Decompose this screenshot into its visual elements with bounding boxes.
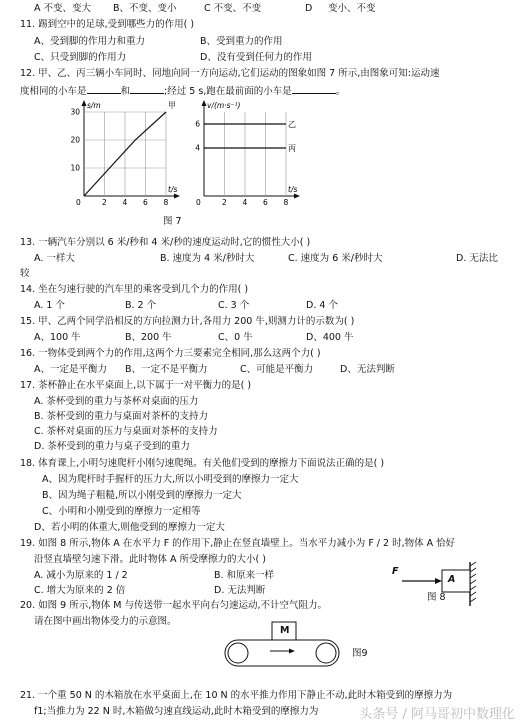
figure-8-diagram xyxy=(388,560,506,608)
q13-option-b: B. 速度为 4 米/秒时大 xyxy=(160,253,255,264)
q14-stem: 14. 坐在匀速行驶的汽车里的乘客受到几个力的作用( ) xyxy=(20,284,249,295)
x-tick-label: 6 xyxy=(143,198,148,207)
series-label: 甲 xyxy=(168,101,176,110)
x-tick-label: 8 xyxy=(283,198,289,207)
x-tick-label: 4 xyxy=(242,198,248,207)
y-tick-label: 4 xyxy=(195,143,200,153)
y-axis-label: v/(m·s⁻¹) xyxy=(207,101,241,110)
q18-option-d: D、若小明的体重大,则他受到的摩擦力一定大 xyxy=(34,522,225,533)
q19-line1: 19. 如图 8 所示,物体 A 在水平力 F 的作用下,静止在竖直墙壁上。当水平力减小为 F / 2 时,物体 A 恰好 xyxy=(20,538,456,549)
figure-7-chart-s-t xyxy=(60,98,190,216)
q12-blank-3 xyxy=(292,84,336,94)
q10-option-c: C 不变、不变 xyxy=(204,3,262,14)
q11-option-a: A、受到脚的作用力和重力 xyxy=(34,36,145,47)
q19-option-c: C. 增大为原来的 2 倍 xyxy=(34,585,126,596)
x-tick-label: 2 xyxy=(102,198,107,207)
q12-line2-part2: 和 xyxy=(120,86,131,97)
y-tick-label: 20 xyxy=(70,135,80,145)
figure-9-caption: 图9 xyxy=(352,648,368,659)
origin-label: 0 xyxy=(76,198,81,207)
x-tick-label: 8 xyxy=(163,198,169,207)
watermark: 头条号 / 阿马哥初中数理化 xyxy=(359,707,515,722)
q21-line1: 21. 一个重 50 N 的木箱放在水平桌面上,在 10 N 的水平推力作用下静止不动,此时木箱受到的摩擦力为 xyxy=(20,690,453,701)
y-axis-arrow xyxy=(82,100,87,106)
q15-option-d: D、400 牛 xyxy=(306,332,354,343)
x-axis-label: t/s xyxy=(168,185,178,194)
q18-option-c: C、小明和小刚受到的摩擦力一定相等 xyxy=(42,506,201,517)
q12-line2-part1: 度相同的小车是 xyxy=(20,86,87,97)
q18-option-a: A、因为爬杆时手握杆的压力大,所以小明受到的摩擦力一定大 xyxy=(42,474,299,485)
figure-7-chart-v-t xyxy=(180,98,310,216)
y-axis-arrow xyxy=(202,100,207,106)
q13-continuation: 较 xyxy=(20,268,30,279)
q14-option-a: A. 1 个 xyxy=(34,300,65,311)
x-tick-label: 6 xyxy=(263,198,268,207)
q14-option-c: C. 3 个 xyxy=(218,300,250,311)
q21-line2: f1;当推力为 22 N 时,木箱做匀速直线运动,此时木箱受到的摩擦力为 xyxy=(34,706,319,717)
q10-option-b: B、不变、变小 xyxy=(113,3,177,14)
q16-option-c: C、可能是平衡力 xyxy=(240,364,314,375)
q10-option-d: 变小、不变 xyxy=(328,3,376,14)
q17-option-b: B. 茶杯受到的重力与桌面对茶杯的支持力 xyxy=(34,411,209,422)
q11-option-b: B、受到重力的作用 xyxy=(200,36,283,47)
x-tick-label: 4 xyxy=(122,198,128,207)
q15-option-b: B、200 牛 xyxy=(125,332,172,343)
q15-stem: 15. 甲、乙两个同学沿相反的方向拉测力计,各用力 200 牛,则测力计的示数为( ) xyxy=(20,316,355,327)
figure-8-caption: 图 8 xyxy=(427,592,446,603)
figure-7-caption: 图 7 xyxy=(163,216,182,227)
figure-8-force-label: F xyxy=(392,566,399,577)
q20-line2: 请在图中画出物体受力的示意图。 xyxy=(34,616,177,627)
y-tick-label: 6 xyxy=(195,119,200,129)
origin-label: 0 xyxy=(196,198,201,207)
q15-option-c: C、0 牛 xyxy=(218,332,253,343)
q19-option-b: B. 和原来一样 xyxy=(214,570,275,581)
x-axis-label: t/s xyxy=(288,185,298,194)
q12-line2 xyxy=(20,84,345,98)
q10-option-d-letter: D xyxy=(305,3,313,14)
q11-stem: 11. 踢到空中的足球,受到哪些力的作用( ) xyxy=(20,19,195,30)
q13-stem: 13. 一辆汽车分别以 6 米/秒和 4 米/秒的速度运动时,它的惯性大小( ) xyxy=(20,237,311,248)
q12-blank-2 xyxy=(130,84,164,94)
q12-line1: 12. 甲、乙、丙三辆小车同时、同地向同一方向运动,它们运动的图象如图 7 所示,由图象可知:运动速 xyxy=(20,68,440,79)
y-tick-label: 30 xyxy=(70,107,80,117)
q18-stem: 18. 体育课上,小明匀速爬杆小刚匀速爬绳。有关他们受到的摩擦力下面说法正确的是( ) xyxy=(20,458,385,469)
q12-blank-1 xyxy=(87,84,121,94)
q13-option-a: A. 一样大 xyxy=(34,253,75,264)
series-label: 丙 xyxy=(288,144,296,153)
q11-option-c: C、只受到脚的作用力 xyxy=(34,52,127,63)
q17-option-a: A. 茶杯受到的重力与茶杯对桌面的压力 xyxy=(34,396,199,407)
q19-line2: 沿竖直墙壁匀速下滑。此时物体 A 所受摩擦力的大小( ) xyxy=(34,554,266,565)
y-axis-label: s/m xyxy=(87,101,101,110)
q17-option-c: C. 茶杯对桌面的压力与桌面对茶杯的支持力 xyxy=(34,426,218,437)
q16-stem: 16. 一物体受到两个力的作用,这两个力三要素完全相同,那么这两个力( ) xyxy=(20,348,321,359)
series-label: 乙 xyxy=(288,120,296,129)
q20-line1: 20. 如图 9 所示,物体 M 与传送带一起水平向右匀速运动,不计空气阻力。 xyxy=(20,600,327,611)
q16-option-a: A、一定是平衡力 xyxy=(34,364,107,375)
q19-option-d: D. 无法判断 xyxy=(214,585,266,596)
q17-option-d: D. 茶杯受到的重力与桌子受到的重力 xyxy=(34,441,190,452)
q12-line2-part3: ;经过 5 s,跑在最前面的小车是 xyxy=(164,86,292,97)
x-tick-label: 2 xyxy=(222,198,227,207)
q19-option-a: A. 减小为原来的 1 / 2 xyxy=(34,570,128,581)
figure-9-block-label: M xyxy=(280,625,290,636)
q12-line2-part4: 。 xyxy=(335,86,346,97)
q17-stem: 17. 茶杯静止在水平桌面上,以下属于一对平衡力的是( ) xyxy=(20,380,252,391)
q14-option-d: D. 4 个 xyxy=(306,300,338,311)
q13-option-d: D. 无法比 xyxy=(456,253,498,264)
q10-option-a: A 不变、变大 xyxy=(34,3,92,14)
q16-option-b: B、一定不是平衡力 xyxy=(125,364,208,375)
y-tick-label: 10 xyxy=(70,163,80,173)
q13-option-c: C. 速度为 6 米/秒时大 xyxy=(288,253,383,264)
q14-option-b: B. 2 个 xyxy=(125,300,157,311)
q16-option-d: D、无法判断 xyxy=(340,364,395,375)
q18-option-b: B、因为绳子粗糙,所以小刚受到的摩擦力一定大 xyxy=(42,490,242,501)
q15-option-a: A、100 牛 xyxy=(34,332,81,343)
figure-8-block-label: A xyxy=(448,574,456,585)
x-axis-arrow xyxy=(294,194,300,199)
q11-option-d: D、没有受到任何力的作用 xyxy=(200,52,312,63)
